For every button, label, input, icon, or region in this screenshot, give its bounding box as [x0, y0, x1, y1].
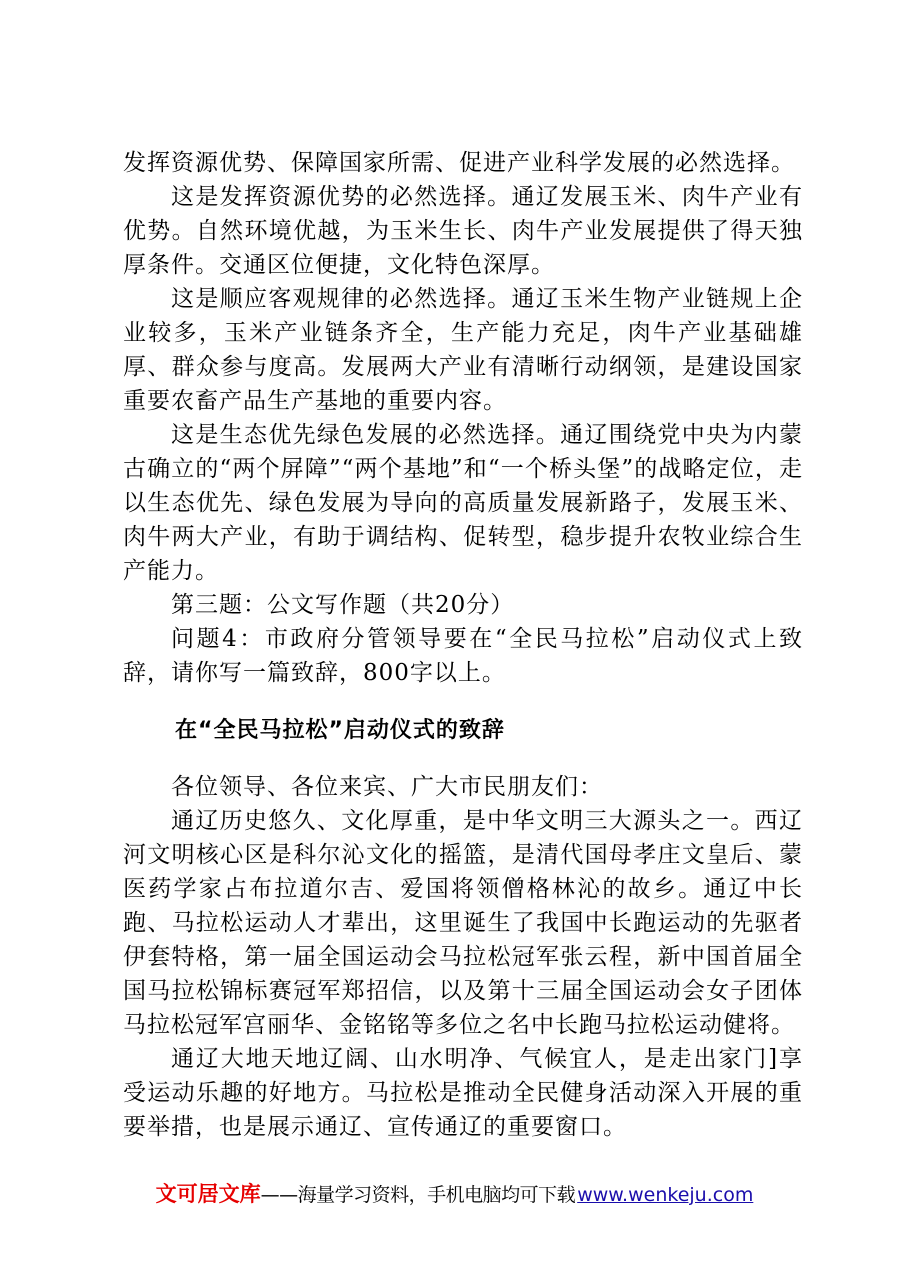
- paragraph: 这是发挥资源优势的必然选择。通辽发展玉米、肉牛产业有优势。自然环境优越，为玉米生长、肉牛产业发展提供了得天独厚条件。交通区位便捷，文化特色深厚。: [123, 184, 803, 278]
- brand-name: 文可居文库: [155, 1182, 261, 1206]
- paragraph: 这是生态优先绿色发展的必然选择。通辽围绕党中央为内蒙古确立的“两个屏障”“两个基地”和“一个桥头堡”的战略定位，走以生态优先、绿色发展为导向的高质量发展新路子，发展玉米、肉牛两大产业，有助于调结构、促转型，稳步提升农牧业综合生产能力。: [123, 422, 803, 584]
- paragraph: 通辽大地天地辽阔、山水明净、气候宜人，是走出家门]享受运动乐趣的好地方。马拉松是推动全民健身活动深入开展的重要举措，也是展示通辽、宣传通辽的重要窗口。: [123, 1046, 803, 1140]
- paragraph: 第三题：公文写作题（共20分）: [171, 592, 515, 618]
- paragraph: 发挥资源优势、保障国家所需、促进产业科学发展的必然选择。: [123, 150, 795, 176]
- spacer: [123, 748, 803, 770]
- footer-tagline: ——海量学习资料，手机电脑均可下载: [260, 1184, 576, 1206]
- paragraph: 这是顺应客观规律的必然选择。通辽玉米生物产业链规上企业较多，玉米产业链条齐全，生产能力充足，肉牛产业基础雄厚、群众参与度高。发展两大产业有清晰行动纲领，是建设国家重要农畜产品生产基地的重要内容。: [123, 286, 803, 414]
- paragraph: 问题4：市政府分管领导要在“全民马拉松”启动仪式上致辞，请你写一篇致辞，800字以上。: [123, 626, 803, 686]
- paragraph: 通辽历史悠久、文化厚重，是中华文明三大源头之一。西辽河文明核心区是科尔沁文化的摇篮，是清代国母孝庄文皇后、蒙医药学家占布拉道尔吉、爱国将领僧格林沁的故乡。通辽中长跑、马拉松运动人才辈出，这里诞生了我国中长跑运动的先驱者伊套特格，第一届全国运动会马拉松冠军张云程，新中国首届全国马拉松锦标赛冠军郑招信，以及第十三届全国运动会女子团体马拉松冠军宫丽华、金铭铭等多位之名中长跑马拉松运动健将。: [123, 808, 803, 1038]
- paragraph: 各位领导、各位来宾、广大市民朋友们：: [171, 774, 603, 800]
- footer-banner: [0, 1180, 909, 1209]
- document-body: [123, 146, 803, 1144]
- speech-title: 在“全民马拉松”启动仪式的致辞: [175, 718, 505, 743]
- spacer: [123, 690, 803, 714]
- website-link[interactable]: www.wenkeju.com: [577, 1184, 754, 1206]
